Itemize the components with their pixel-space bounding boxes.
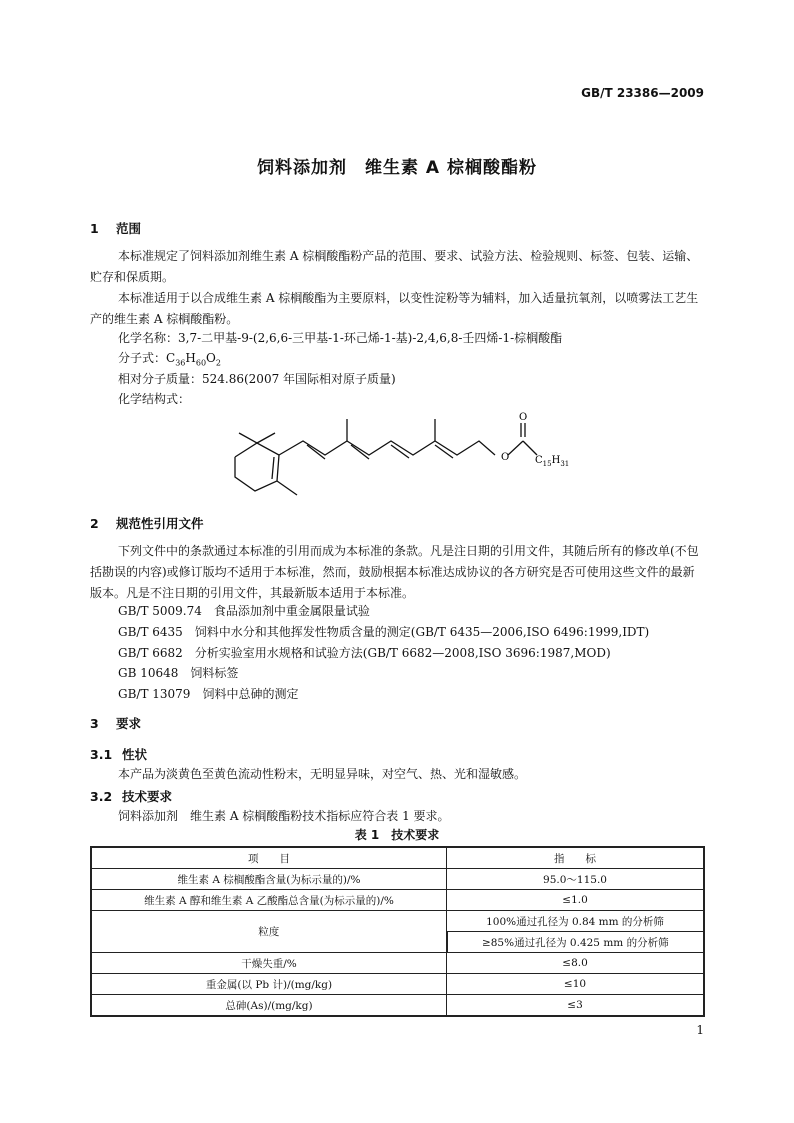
molecular-mass: 相对分子质量：524.86(2007 年国际相对原子质量)	[118, 372, 396, 386]
paragraph	[90, 288, 705, 330]
chemical-name: 化学名称：3,7-二甲基-9-(2,6,6-三甲基-1-环己烯-1-基)-2,4,6,8-壬四烯-1-棕榈酸酯	[118, 331, 563, 345]
section-title: 性状	[122, 747, 148, 762]
reference-item: GB/T 5009.74 食品添加剂中重金属限量试验	[118, 604, 370, 618]
table-header-cell: 指 标	[447, 847, 704, 869]
section-title: 范围	[116, 221, 142, 236]
section-3-heading	[90, 714, 141, 732]
table-row	[91, 974, 704, 995]
reference-item: GB 10648 饲料标签	[118, 666, 239, 680]
section-title: 规范性引用文件	[116, 516, 204, 531]
formula-c: C	[166, 351, 176, 365]
section-number: 2	[90, 516, 99, 531]
chain-h: H	[551, 455, 561, 466]
section-number: 3.1	[90, 747, 113, 762]
structure-label: 化学结构式：	[118, 392, 191, 406]
formula-label: 分子式：	[118, 351, 167, 365]
table-row	[91, 911, 704, 932]
table-cell-value: ≤3	[447, 995, 704, 1017]
table-cell-value: ≤8.0	[447, 953, 704, 974]
formula-sub: 2	[215, 358, 221, 368]
chain-sub: 31	[560, 460, 570, 468]
table-cell-value: 95.0～115.0	[447, 869, 704, 890]
table-cell-item: 维生素 A 醇和维生素 A 乙酸酯总含量(为标示量的)/%	[91, 890, 447, 911]
section-1-heading	[90, 219, 141, 237]
section-number: 3.2	[90, 789, 113, 804]
table-cell-value: ≤10	[447, 974, 704, 995]
standard-number: GB/T 23386—2009	[581, 86, 704, 100]
table-cell-item: 重金属(以 Pb 计)/(mg/kg)	[91, 974, 447, 995]
table-cell-item: 干燥失重/%	[91, 953, 447, 974]
section-number: 1	[90, 221, 99, 236]
table-cell-value: 100%通过孔径为 0.84 mm 的分析筛	[447, 911, 704, 932]
subsection-3-1-heading	[90, 745, 147, 763]
alkyl-chain-label	[535, 455, 569, 468]
section-title: 要求	[116, 716, 142, 731]
section-title: 技术要求	[122, 789, 173, 804]
table-cell-value: ≤1.0	[447, 890, 704, 911]
reference-item: GB/T 6435 饲料中水分和其他挥发性物质含量的测定(GB/T 6435—2006,ISO 6496:1999,IDT)	[118, 625, 650, 639]
ester-oxygen-label: O	[501, 452, 510, 463]
table-row	[91, 995, 704, 1017]
subsection-3-2-heading	[90, 787, 172, 805]
table-cell-item: 维生素 A 棕榈酸酯含量(为标示量的)/%	[91, 869, 447, 890]
carbonyl-oxygen-label: O	[519, 412, 528, 423]
paragraph: 本产品为淡黄色至黄色流动性粉末，无明显异味，对空气、热、光和湿敏感。	[118, 767, 527, 781]
table-header-cell: 项 目	[91, 847, 447, 869]
table-cell-item: 粒度	[91, 911, 447, 953]
chemical-structure-diagram	[225, 405, 585, 500]
formula-o: O	[206, 351, 216, 365]
formula-sub: 60	[195, 358, 207, 368]
chain-sub: 15	[542, 460, 552, 468]
page-number: 1	[696, 1023, 704, 1037]
paragraph	[90, 246, 705, 288]
table-cell-value: ≥85%通过孔径为 0.425 mm 的分析筛	[447, 932, 704, 953]
paragraph-text: 本标准规定了饲料添加剂维生素 A 棕榈酸酯粉产品的范围、要求、试验方法、检验规则、标签、包装、运输、贮存和保质期。	[90, 249, 699, 284]
section-number: 3	[90, 716, 99, 731]
formula-sub: 36	[175, 358, 186, 368]
paragraph	[90, 541, 705, 604]
technical-requirements-table	[90, 846, 705, 1017]
table-caption: 表 1 技术要求	[354, 828, 440, 842]
reference-item: GB/T 13079 饲料中总砷的测定	[118, 687, 299, 701]
formula-h: H	[185, 351, 196, 365]
page-title: 饲料添加剂 维生素 A 棕榈酸酯粉	[257, 158, 537, 178]
table-row	[91, 953, 704, 974]
table-row	[91, 890, 704, 911]
paragraph-text: 本标准适用于以合成维生素 A 棕榈酸酯为主要原料，以变性淀粉等为辅料，加入适量抗氧剂，以喷雾法工艺生产的维生素 A 棕榈酸酯粉。	[90, 291, 699, 326]
table-row	[91, 869, 704, 890]
table-header-row	[91, 847, 704, 869]
paragraph-text: 下列文件中的条款通过本标准的引用而成为本标准的条款。凡是注日期的引用文件，其随后所有的修改单(不包括勘误的内容)或修订版均不适用于本标准，然而，鼓励根据本标准达成协议的各方研究是否可使用这些文件的最新版本。凡是不注日期的引用文件，其最新版本适用于本标准。	[90, 544, 699, 600]
section-2-heading	[90, 514, 204, 532]
paragraph: 饲料添加剂 维生素 A 棕榈酸酯粉技术指标应符合表 1 要求。	[118, 809, 450, 823]
chain-c: C	[535, 455, 543, 466]
reference-item: GB/T 6682 分析实验室用水规格和试验方法(GB/T 6682—2008,ISO 3696:1987,MOD)	[118, 646, 611, 660]
table-cell-item: 总砷(As)/(mg/kg)	[91, 995, 447, 1017]
